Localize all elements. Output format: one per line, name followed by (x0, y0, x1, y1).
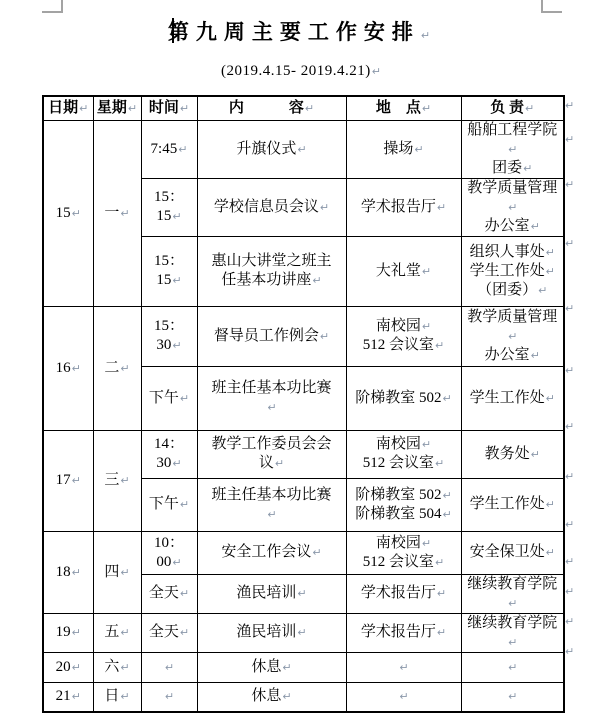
paragraph-mark-icon (565, 518, 574, 531)
paragraph-mark-icon (508, 330, 517, 343)
cell-location[interactable]: 学术报告厅 ↵ (346, 613, 461, 652)
cell-location[interactable] (346, 682, 461, 712)
paragraph-mark-icon (546, 265, 555, 278)
cell-time[interactable]: 15：30 ↵ (141, 306, 197, 366)
paragraph-mark-icon (565, 420, 574, 433)
cell-date-18[interactable]: 18 ↵ (43, 531, 93, 613)
paragraph-mark-icon (72, 566, 81, 579)
paragraph-mark-icon (421, 29, 430, 42)
table-row (43, 430, 564, 478)
paragraph-mark-icon (372, 65, 381, 78)
paragraph-mark-icon (565, 302, 574, 315)
cell-time[interactable]: 15：15 ↵ (141, 178, 197, 236)
header-row (43, 96, 564, 120)
table-row (43, 613, 564, 652)
cell-responsible[interactable]: 学生工作处 ↵ (461, 478, 564, 531)
paragraph-mark-icon (508, 661, 517, 674)
paragraph-mark-icon (180, 498, 189, 511)
margin-crop-mark-top-left (42, 0, 63, 13)
paragraph-mark-icon (297, 626, 306, 639)
paragraph-mark-icon (565, 237, 574, 250)
paragraph-mark-icon (437, 626, 446, 639)
paragraph-mark-icon (275, 457, 284, 470)
paragraph-mark-icon (120, 661, 129, 674)
cell-location[interactable]: 阶梯教室 502 ↵ (346, 366, 461, 430)
col-header-responsible[interactable]: 负 责 ↵ (461, 96, 564, 120)
col-header-weekday[interactable]: 星期 ↵ (93, 96, 141, 120)
cell-responsible[interactable]: 教学质量管理 ↵ 办公室 ↵ (461, 178, 564, 236)
cell-location[interactable]: 大礼堂 ↵ (346, 236, 461, 306)
cell-responsible[interactable]: 安全保卫处 ↵ (461, 531, 564, 574)
cell-time[interactable]: 15：15 ↵ (141, 236, 197, 306)
paragraph-mark-icon (435, 339, 444, 352)
paragraph-mark-icon (435, 556, 444, 569)
cell-responsible[interactable]: 学生工作处 ↵ (461, 366, 564, 430)
cell-location[interactable]: 南校园 ↵ 512 会议室 ↵ (346, 531, 461, 574)
paragraph-mark-icon (565, 555, 574, 568)
col-header-content[interactable]: 内 容 ↵ (197, 96, 346, 120)
cell-content[interactable]: 班主任基本功比赛 ↵ (197, 366, 346, 430)
cell-responsible[interactable] (461, 682, 564, 712)
cell-location[interactable]: 操场 ↵ (346, 120, 461, 178)
paragraph-mark-icon (120, 690, 129, 703)
paragraph-mark-icon (312, 546, 321, 559)
cell-time[interactable]: 10：00 ↵ (141, 531, 197, 574)
cell-date-20[interactable]: 20 ↵ (43, 652, 93, 682)
paragraph-mark-icon (305, 102, 314, 115)
paragraph-mark-icon (414, 143, 423, 156)
cell-location[interactable] (346, 652, 461, 682)
cell-date-21[interactable]: 21 ↵ (43, 682, 93, 712)
paragraph-mark-icon (546, 246, 555, 259)
paragraph-mark-icon (79, 102, 88, 115)
cell-location[interactable]: 南校园 ↵ 512 会议室 ↵ (346, 306, 461, 366)
table-row (43, 652, 564, 682)
paragraph-mark-icon (443, 392, 452, 405)
cell-weekday-wed[interactable]: 三 ↵ (93, 430, 141, 531)
doc-subtitle: (2019.4.15- 2019.4.21) (221, 63, 371, 79)
cell-content[interactable]: 休息 ↵ (197, 652, 346, 682)
paragraph-mark-icon (565, 99, 574, 112)
paragraph-mark-icon (172, 274, 181, 287)
paragraph-mark-icon (546, 498, 555, 511)
table-row (43, 682, 564, 712)
paragraph-mark-icon (297, 587, 306, 600)
doc-title: 第九周主要工作安排 (167, 20, 420, 44)
paragraph-mark-icon (422, 438, 431, 451)
paragraph-mark-icon (422, 265, 431, 278)
paragraph-mark-icon (508, 143, 517, 156)
doc-title-line[interactable] (0, 16, 602, 46)
cell-responsible[interactable]: 船舶工程学院 ↵ 团委 ↵ (461, 120, 564, 178)
paragraph-mark-icon (72, 207, 81, 220)
cell-date-19[interactable]: 19 ↵ (43, 613, 93, 652)
doc-subtitle-line[interactable] (0, 63, 602, 80)
paragraph-mark-icon (538, 284, 547, 297)
paragraph-mark-icon (312, 274, 321, 287)
cell-content[interactable]: 督导员工作例会 ↵ (197, 306, 346, 366)
paragraph-mark-icon (180, 102, 189, 115)
paragraph-mark-icon (72, 362, 81, 375)
cell-content[interactable]: 升旗仪式 ↵ (197, 120, 346, 178)
cell-content[interactable]: 班主任基本功比赛 ↵ (197, 478, 346, 531)
cell-date-16[interactable]: 16 ↵ (43, 306, 93, 430)
paragraph-mark-icon (531, 349, 540, 362)
paragraph-mark-icon (72, 661, 81, 674)
paragraph-mark-icon (180, 587, 189, 600)
paragraph-mark-icon (422, 537, 431, 550)
paragraph-mark-icon (443, 508, 452, 521)
paragraph-mark-icon (267, 508, 276, 521)
paragraph-mark-icon (180, 626, 189, 639)
cell-location[interactable]: 阶梯教室 502 ↵ 阶梯教室 504 ↵ (346, 478, 461, 531)
paragraph-mark-icon (172, 457, 181, 470)
col-header-date[interactable]: 日期 ↵ (43, 96, 93, 120)
cell-content[interactable]: 惠山大讲堂之班主任基本功讲座 ↵ (197, 236, 346, 306)
paragraph-mark-icon (128, 102, 137, 115)
paragraph-mark-icon (172, 210, 181, 223)
cell-responsible[interactable]: 继续教育学院 ↵ (461, 574, 564, 613)
cell-location[interactable]: 学术报告厅 ↵ (346, 574, 461, 613)
paragraph-mark-icon (180, 392, 189, 405)
paragraph-mark-icon (422, 320, 431, 333)
paragraph-mark-icon (525, 102, 534, 115)
paragraph-mark-icon (508, 636, 517, 649)
margin-crop-mark-top-right (541, 0, 562, 13)
cell-responsible[interactable]: 继续教育学院 ↵ (461, 613, 564, 652)
paragraph-mark-icon (120, 362, 129, 375)
cell-responsible[interactable]: 教务处 ↵ (461, 430, 564, 478)
paragraph-mark-icon (565, 133, 574, 146)
cell-weekday-mon[interactable]: 一 ↵ (93, 120, 141, 306)
table-row (43, 531, 564, 574)
cell-time[interactable]: 全天 ↵ (141, 574, 197, 613)
paragraph-mark-icon (399, 690, 408, 703)
paragraph-mark-icon (508, 690, 517, 703)
cell-time[interactable] (141, 682, 197, 712)
cell-time[interactable]: 7:45 ↵ (141, 120, 197, 178)
paragraph-mark-icon (565, 585, 574, 598)
cell-content[interactable]: 渔民培训 ↵ (197, 574, 346, 613)
cell-content[interactable]: 休息 ↵ (197, 682, 346, 712)
paragraph-mark-icon (178, 143, 187, 156)
paragraph-mark-icon (508, 201, 517, 214)
paragraph-mark-icon (72, 690, 81, 703)
paragraph-mark-icon (565, 470, 574, 483)
paragraph-mark-icon (172, 339, 181, 352)
paragraph-mark-icon (297, 143, 306, 156)
cell-weekday-fri[interactable]: 五 ↵ (93, 613, 141, 652)
paragraph-mark-icon (531, 448, 540, 461)
paragraph-mark-icon (531, 220, 540, 233)
cell-time[interactable]: 下午 ↵ (141, 478, 197, 531)
cell-weekday-sat[interactable]: 六 ↵ (93, 652, 141, 682)
paragraph-mark-icon (165, 661, 174, 674)
cell-content[interactable]: 安全工作会议 ↵ (197, 531, 346, 574)
cell-weekday-thu[interactable]: 四 ↵ (93, 531, 141, 613)
cell-location[interactable]: 南校园 ↵ 512 会议室 ↵ (346, 430, 461, 478)
paragraph-mark-icon (437, 587, 446, 600)
paragraph-mark-icon (120, 566, 129, 579)
cell-time[interactable]: 下午 ↵ (141, 366, 197, 430)
paragraph-mark-icon (565, 645, 574, 658)
paragraph-mark-icon (282, 690, 291, 703)
cell-weekday-tue[interactable]: 二 ↵ (93, 306, 141, 430)
paragraph-mark-icon (546, 392, 555, 405)
cell-weekday-sun[interactable]: 日 ↵ (93, 682, 141, 712)
paragraph-mark-icon (546, 546, 555, 559)
paragraph-mark-icon (320, 330, 329, 343)
paragraph-mark-icon (72, 626, 81, 639)
paragraph-mark-icon (565, 615, 574, 628)
cell-content[interactable]: 教学工作委员会会议 ↵ (197, 430, 346, 478)
paragraph-mark-icon (523, 162, 532, 175)
paragraph-mark-icon (120, 207, 129, 220)
paragraph-mark-icon (508, 597, 517, 610)
paragraph-mark-icon (120, 474, 129, 487)
paragraph-mark-icon (443, 489, 452, 502)
paragraph-mark-icon (565, 364, 574, 377)
col-header-location[interactable]: 地 点 ↵ (346, 96, 461, 120)
table-row (43, 306, 564, 366)
cell-responsible[interactable] (461, 652, 564, 682)
paragraph-mark-icon (267, 401, 276, 414)
paragraph-mark-icon (282, 661, 291, 674)
cell-time[interactable]: 全天 ↵ (141, 613, 197, 652)
cell-time[interactable] (141, 652, 197, 682)
table-row (43, 120, 564, 178)
cell-location[interactable]: 学术报告厅 ↵ (346, 178, 461, 236)
paragraph-mark-icon (320, 201, 329, 214)
paragraph-mark-icon (120, 626, 129, 639)
paragraph-mark-icon (172, 556, 181, 569)
paragraph-mark-icon (399, 661, 408, 674)
paragraph-mark-icon (72, 474, 81, 487)
paragraph-mark-icon (422, 102, 431, 115)
cell-date-15[interactable]: 15 ↵ (43, 120, 93, 306)
col-header-time[interactable]: 时间 ↵ (141, 96, 197, 120)
paragraph-mark-icon (435, 457, 444, 470)
schedule-table (42, 95, 565, 713)
cell-content[interactable]: 渔民培训 ↵ (197, 613, 346, 652)
paragraph-mark-icon (165, 690, 174, 703)
cell-responsible[interactable]: 组织人事处 ↵ 学生工作处 ↵ （团委） ↵ (461, 236, 564, 306)
paragraph-mark-icon (437, 201, 446, 214)
cell-time[interactable]: 14：30 ↵ (141, 430, 197, 478)
paragraph-mark-icon (565, 178, 574, 191)
cell-date-17[interactable]: 17 ↵ (43, 430, 93, 531)
cell-responsible[interactable]: 教学质量管理 ↵ 办公室 ↵ (461, 306, 564, 366)
cell-content[interactable]: 学校信息员会议 ↵ (197, 178, 346, 236)
